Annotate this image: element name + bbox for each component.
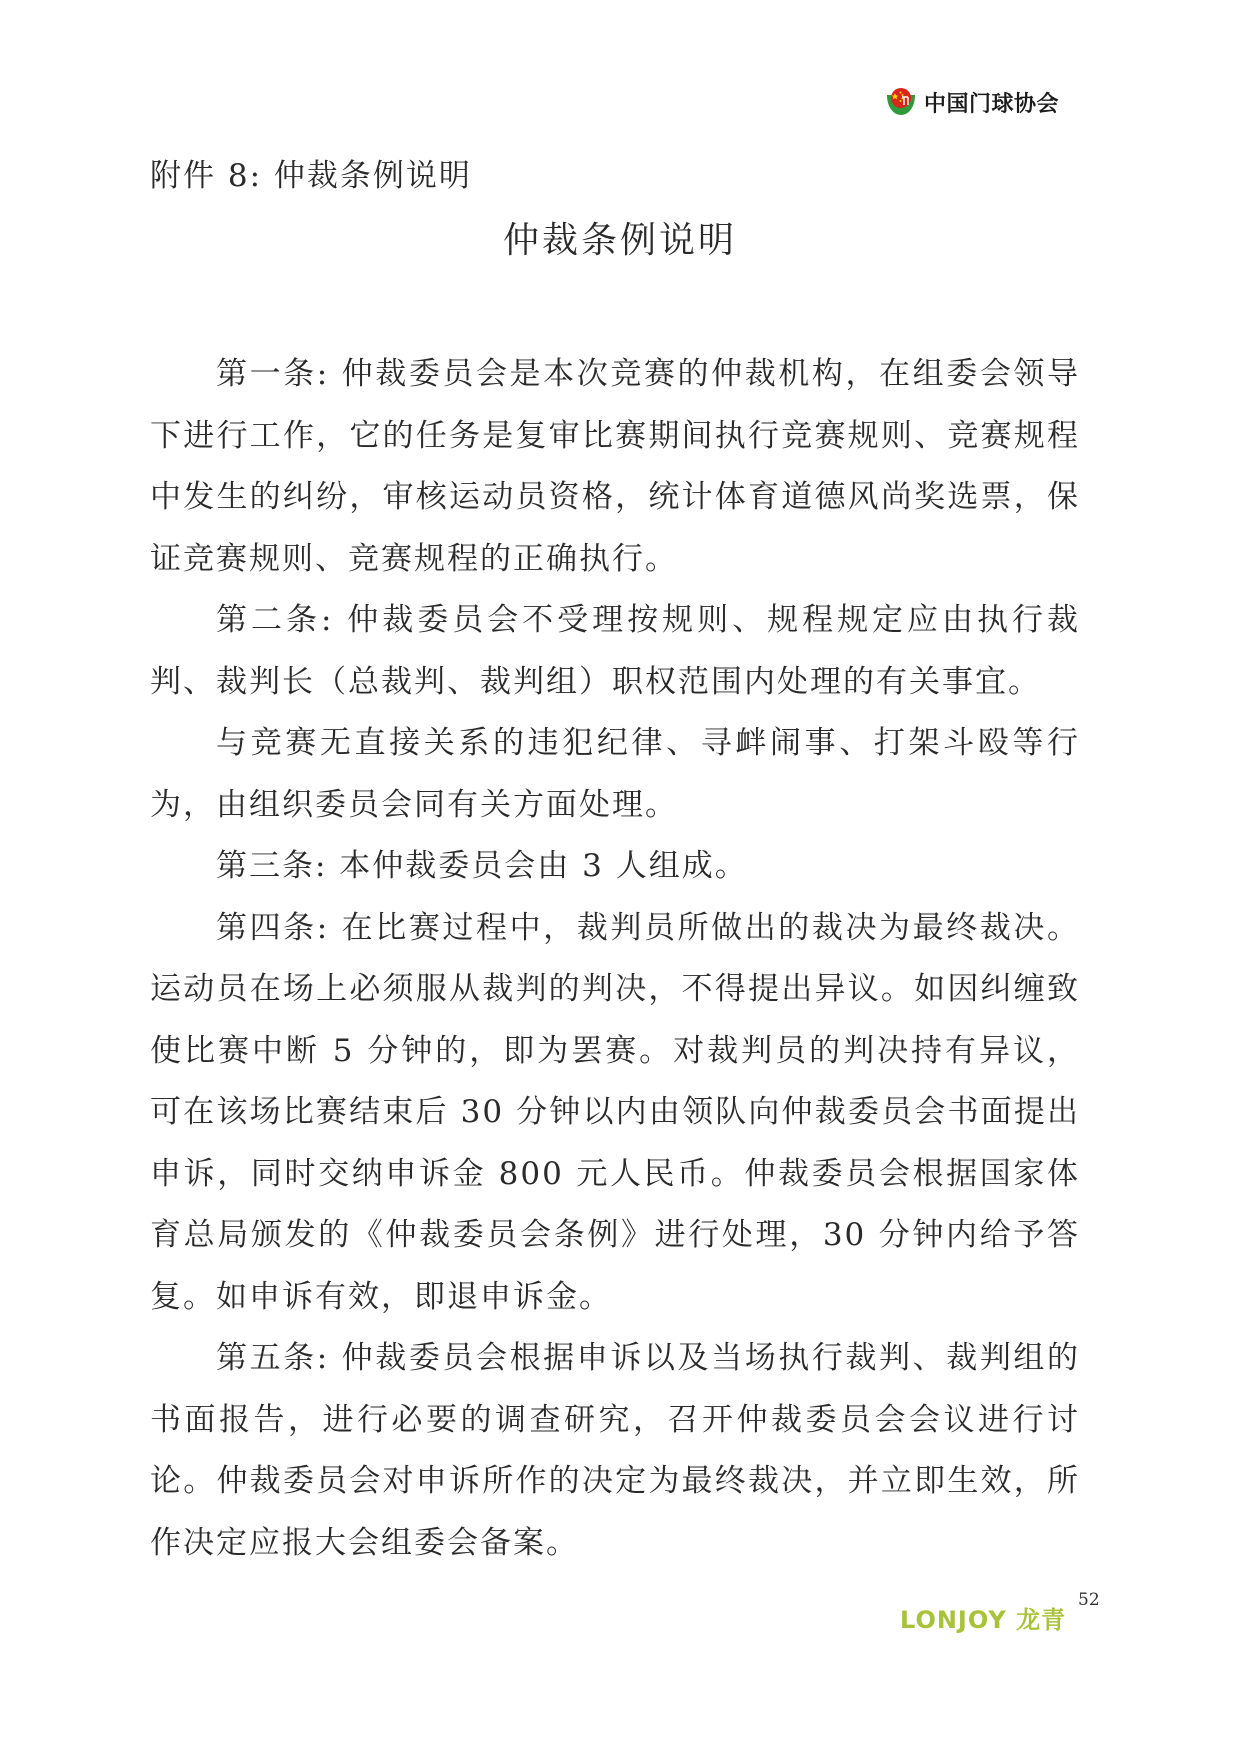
paragraph-article-4: 第四条: 在比赛过程中，裁判员所做出的裁决为最终裁决。运动员在场上必须服从裁判的判决，不得提出异议。如因纠缠致使比赛中断 5 分钟的，即为罢赛。对裁判员的判决持有异议，可在该场比赛结束后 30 分钟以内由领队向仲裁委员会书面提出申诉，同时交纳申诉金 800 元人民币。仲裁委员会根据国家体育总局颁发的《仲裁委员会条例》进行处理，30 分钟内给予答复。如申诉有效，即退申诉金。 [150, 909, 1080, 1315]
page-number: 52 [1078, 1590, 1100, 1610]
paragraph-article-2: 第二条: 仲裁委员会不受理按规则、规程规定应由执行裁判、裁判长（总裁判、裁判组）职权范围内处理的有关事宜。 [150, 602, 1080, 700]
org-name: 中国门球协会 [924, 91, 1060, 117]
paragraph-article-3: 第三条: 本仲裁委员会由 3 人组成。 [216, 848, 748, 884]
header-logo [884, 86, 1059, 118]
paragraph-article-1: 第一条: 仲裁委员会是本次竞赛的仲裁机构，在组委会领导下进行工作，它的任务是复审比赛期间执行竞赛规则、竞赛规程中发生的纠纷，审核运动员资格，统计体育道德风尚奖选票，保证竞赛规则、竞赛规程的正确执行。 [150, 356, 1080, 577]
paragraph-article-2-supplement: 与竞赛无直接关系的违犯纪律、寻衅闹事、打架斗殴等行为，由组织委员会同有关方面处理。 [150, 725, 1080, 823]
document-body [150, 344, 1080, 1574]
attachment-label: 附件 8: 仲裁条例说明 [150, 158, 472, 194]
brand-footer-logo: LONJOY 龙青 [900, 1606, 1067, 1634]
flag-ball-logo-icon [884, 86, 918, 118]
paragraph-article-5: 第五条: 仲裁委员会根据申诉以及当场执行裁判、裁判组的书面报告，进行必要的调查研究，召开仲裁委员会会议进行讨论。仲裁委员会对申诉所作的决定为最终裁决，并立即生效，所作决定应报大会组委会备案。 [150, 1340, 1080, 1561]
page-title: 仲裁条例说明 [502, 220, 737, 261]
